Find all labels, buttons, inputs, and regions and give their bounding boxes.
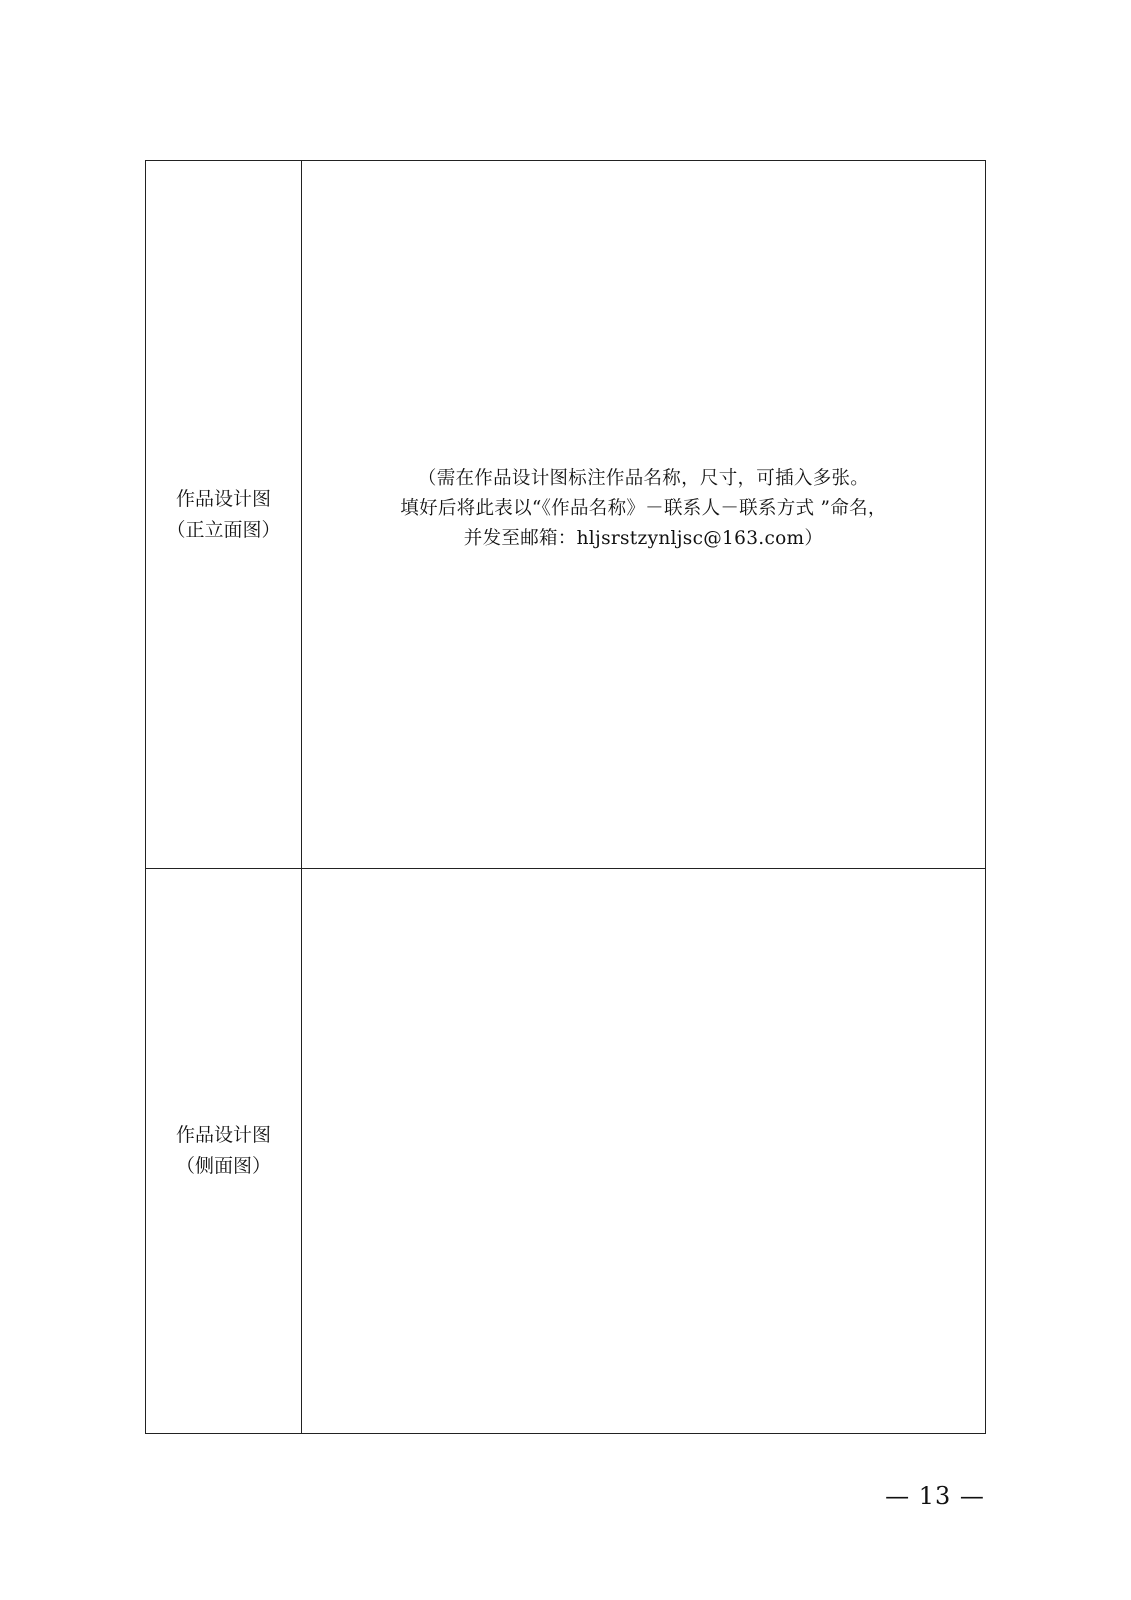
instruction-line-3: 并发至邮箱：hljsrstzynljsc@163.com） <box>463 528 824 549</box>
front-view-label-subtitle: （正立面图） <box>166 518 281 541</box>
side-view-label-subtitle: （侧面图） <box>175 1155 271 1177</box>
side-view-label-title: 作品设计图 <box>175 1124 271 1146</box>
design-drawing-form-table <box>145 160 986 1434</box>
instruction-line-2: 填好后将此表以“《作品名称》－联系人－联系方式 ”命名， <box>400 498 887 519</box>
front-view-content-cell[interactable] <box>302 161 985 868</box>
front-view-label-cell <box>146 161 302 868</box>
page-number: — 13 — <box>885 1482 985 1510</box>
front-view-label-title: 作品设计图 <box>175 487 271 510</box>
submission-instructions <box>302 464 985 554</box>
side-view-row <box>146 869 985 1433</box>
front-view-row <box>146 161 985 869</box>
side-view-content-cell[interactable] <box>302 869 985 1433</box>
instruction-line-1: （需在作品设计图标注作品名称，尺寸，可插入多张。 <box>417 468 870 489</box>
side-view-label-cell <box>146 869 302 1433</box>
